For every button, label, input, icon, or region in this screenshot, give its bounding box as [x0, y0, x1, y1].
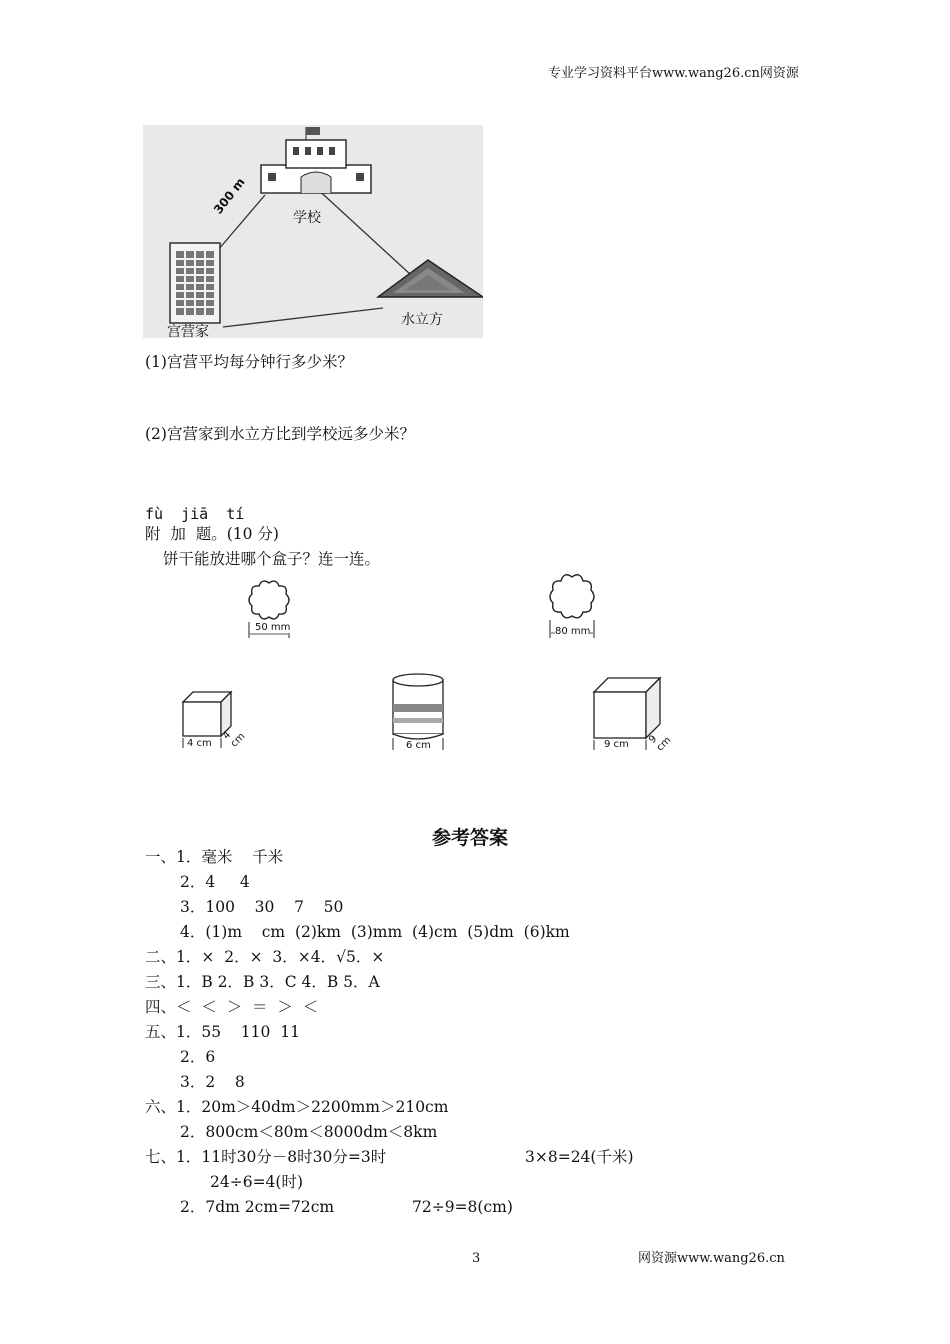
answer-line: 3．100 30 7 50: [180, 898, 344, 916]
box-4cm-front-label: 4 cm: [187, 738, 212, 749]
answer-line: 72÷9=8(cm): [412, 1198, 513, 1216]
map-illustration: [143, 125, 483, 338]
answer-line: 三、1．B 2．B 3．C 4．B 5．A: [145, 973, 380, 991]
water-cube-icon: [378, 260, 483, 297]
box-6cm: [390, 672, 446, 752]
answer-line: 一、1．毫米 千米: [145, 848, 284, 866]
distance-label: 300 m: [211, 175, 248, 217]
box-4cm-side-label: 4 cm: [221, 729, 248, 750]
footer-site: 网资源www.wang26.cn: [638, 1251, 785, 1266]
answer-line: 3×8=24(千米): [525, 1148, 634, 1166]
answer-line: 六、1．20m＞40dm＞2200mm＞210cm: [145, 1098, 449, 1116]
answer-line: 2．800cm＜80m＜8000dm＜8km: [180, 1123, 438, 1141]
answer-line: 七、1．11时30分－8时30分=3时: [145, 1148, 387, 1166]
box-9cm: [590, 676, 674, 754]
answer-line: 2．6: [180, 1048, 216, 1066]
answer-line: 四、＜ ＜ ＞ ＝ ＞ ＜: [145, 998, 319, 1016]
bonus-instruction: 饼干能放进哪个盒子？连一连。: [163, 550, 381, 568]
box-9cm-side-label: 9 cm: [647, 733, 674, 754]
question-1: (1)宫营平均每分钟行多少米？: [145, 353, 353, 371]
answer-line: 2．7dm 2cm=72cm: [180, 1198, 335, 1216]
answer-line: 2．4 4: [180, 873, 250, 891]
biscuit-50mm-label: 50 mm: [255, 622, 291, 633]
school-label: 学校: [293, 210, 321, 226]
biscuit-80mm-label: 80 mm: [555, 626, 591, 637]
water-cube-label: 水立方: [401, 312, 443, 328]
answers-title: 参考答案: [432, 827, 509, 849]
question-2: (2)宫营家到水立方比到学校远多少米？: [145, 425, 415, 443]
answer-line: 4．(1)m cm (2)km (3)mm (4)cm (5)dm (6)km: [180, 923, 570, 941]
answer-line: 24÷6=4(时): [210, 1173, 304, 1191]
box-4cm: [178, 690, 248, 750]
map-figure: [143, 125, 483, 338]
answer-line: 二、1．× 2．× 3．×4．√5．×: [145, 948, 385, 966]
biscuit-80mm: [547, 572, 597, 640]
box-6cm-label: 6 cm: [406, 740, 431, 751]
answer-line: 3．2 8: [180, 1073, 245, 1091]
bonus-title: 附 加 题。(10 分): [145, 525, 279, 543]
bonus-pinyin: fù jiā tí: [145, 505, 245, 523]
page-header: 专业学习资料平台www.wang26.cn网资源: [548, 66, 799, 81]
page-number: 3: [472, 1251, 481, 1266]
home-label: 宫营家: [167, 324, 209, 340]
answer-line: 五、1．55 110 11: [145, 1023, 300, 1041]
home-building-icon: [170, 243, 220, 323]
box-9cm-front-label: 9 cm: [604, 739, 629, 750]
biscuit-50mm: [246, 578, 292, 640]
school-building-icon: [261, 127, 371, 193]
